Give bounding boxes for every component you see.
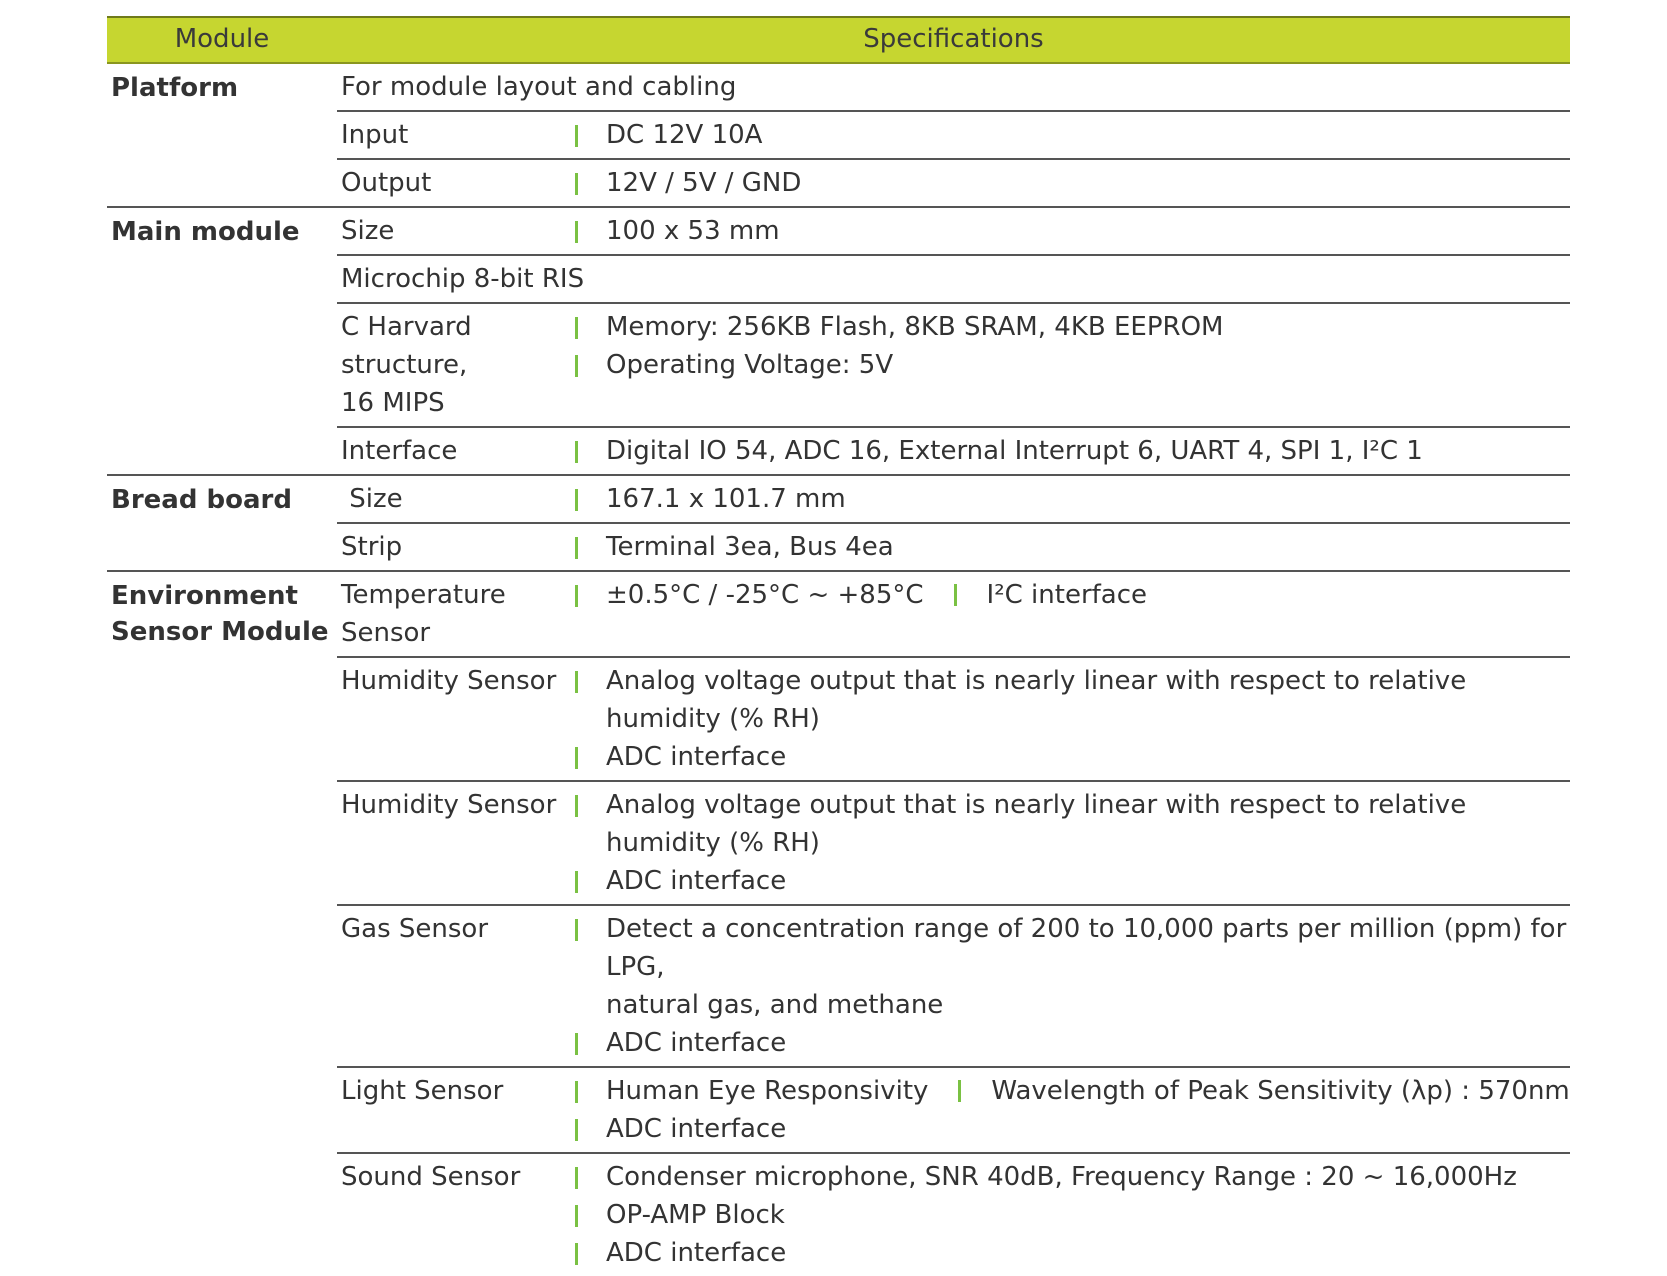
row-label: Humidity Sensor	[341, 666, 557, 696]
module-name: Bread board	[111, 485, 292, 515]
group-environment-sensor-module	[107, 572, 1570, 1276]
module-name: Platform	[111, 73, 239, 103]
separator-bar	[575, 1205, 578, 1227]
row-label: Gas Sensor	[341, 914, 489, 944]
row-value: Digital IO 54, ADC 16, External Interrupt 6, UART 4, SPI 1, I²C 1	[606, 436, 1423, 466]
row-value: Condenser microphone, SNR 40dB, Frequency Range : 20 ~ 16,000Hz	[606, 1162, 1517, 1192]
row-value: Analog voltage output that is nearly linear with respect to relative humidity (% RH)	[606, 666, 1467, 734]
row-value: ADC interface	[606, 1238, 787, 1268]
row-label: Temperature Sensor	[341, 580, 506, 648]
row-value: Detect a concentration range of 200 to 10,000 parts per million (ppm) for LPG,	[606, 914, 1567, 982]
row-label: Size	[341, 484, 403, 514]
table-row	[337, 208, 1570, 254]
separator-bar	[575, 1167, 578, 1189]
row-label: For module layout and cabling	[341, 72, 737, 102]
separator-spacer	[575, 995, 578, 1017]
table-row	[337, 522, 1570, 570]
separator-bar	[575, 537, 578, 559]
table-row	[337, 1066, 1570, 1152]
row-value: OP-AMP Block	[606, 1200, 785, 1230]
row-label: Interface	[341, 436, 458, 466]
module-name: Environment Sensor Module	[111, 581, 329, 647]
table-row	[337, 64, 1570, 110]
module-name: Main module	[111, 217, 300, 247]
separator-bar	[575, 585, 578, 607]
separator-bar	[575, 221, 578, 243]
table-row	[337, 904, 1570, 1066]
row-label: Humidity Sensor	[341, 790, 557, 820]
table-row	[337, 110, 1570, 158]
row-label: Sound Sensor	[341, 1162, 521, 1192]
group-platform	[107, 64, 1570, 208]
row-value: Operating Voltage: 5V	[606, 350, 894, 380]
separator-bar	[575, 671, 578, 693]
separator-bar	[575, 441, 578, 463]
table-row	[337, 780, 1570, 904]
row-label: Microchip 8-bit RIS	[341, 264, 585, 294]
row-value: 12V / 5V / GND	[606, 168, 802, 198]
separator-bar	[575, 795, 578, 817]
row-value: Analog voltage output that is nearly linear with respect to relative humidity (% RH)	[606, 790, 1467, 858]
row-label: Strip	[341, 532, 403, 562]
separator-bar	[575, 355, 578, 377]
separator-bar	[958, 1080, 961, 1102]
row-label: Input	[341, 120, 409, 150]
row-label: Light Sensor	[341, 1076, 504, 1106]
row-value: 167.1 x 101.7 mm	[606, 484, 846, 514]
row-value: Human Eye Responsivity	[606, 1076, 929, 1106]
row-value: ADC interface	[606, 1028, 787, 1058]
table-row	[337, 476, 1570, 522]
separator-bar	[575, 317, 578, 339]
group-main-module	[107, 208, 1570, 476]
row-value: DC 12V 10A	[606, 120, 763, 150]
row-value: ADC interface	[606, 1114, 787, 1144]
separator-bar	[575, 871, 578, 893]
separator-bar	[575, 1119, 578, 1141]
table-row	[337, 1152, 1570, 1276]
table-header	[107, 16, 1570, 64]
separator-bar	[954, 584, 957, 606]
table-row	[337, 572, 1570, 656]
row-value: I²C interface	[986, 580, 1148, 610]
row-value: Memory: 256KB Flash, 8KB SRAM, 4KB EEPROM	[606, 312, 1224, 342]
row-label: Size	[341, 216, 395, 246]
separator-bar	[575, 489, 578, 511]
separator-bar	[575, 173, 578, 195]
row-label: Output	[341, 168, 432, 198]
spec-table	[107, 16, 1570, 1276]
row-value: Terminal 3ea, Bus 4ea	[606, 532, 894, 562]
header-module: Module	[174, 24, 270, 54]
table-row	[337, 254, 1570, 302]
row-value: ±0.5°C / -25°C ~ +85°C	[606, 580, 924, 610]
table-row	[337, 158, 1570, 206]
group-bread-board	[107, 476, 1570, 572]
separator-bar	[575, 747, 578, 769]
separator-bar	[575, 1033, 578, 1055]
row-value: ADC interface	[606, 742, 787, 772]
header-specifications: Specifications	[863, 24, 1044, 54]
separator-bar	[575, 919, 578, 941]
row-label: C Harvard structure, 16 MIPS	[341, 312, 472, 418]
table-row	[337, 656, 1570, 780]
separator-bar	[575, 1243, 578, 1265]
row-value: 100 x 53 mm	[606, 216, 780, 246]
row-value: ADC interface	[606, 866, 787, 896]
table-row	[337, 426, 1570, 474]
table-row	[337, 302, 1570, 426]
row-value: natural gas, and methane	[606, 990, 944, 1020]
separator-bar	[575, 1081, 578, 1103]
row-value: Wavelength of Peak Sensitivity (λp) : 570nm	[991, 1076, 1570, 1106]
separator-bar	[575, 125, 578, 147]
